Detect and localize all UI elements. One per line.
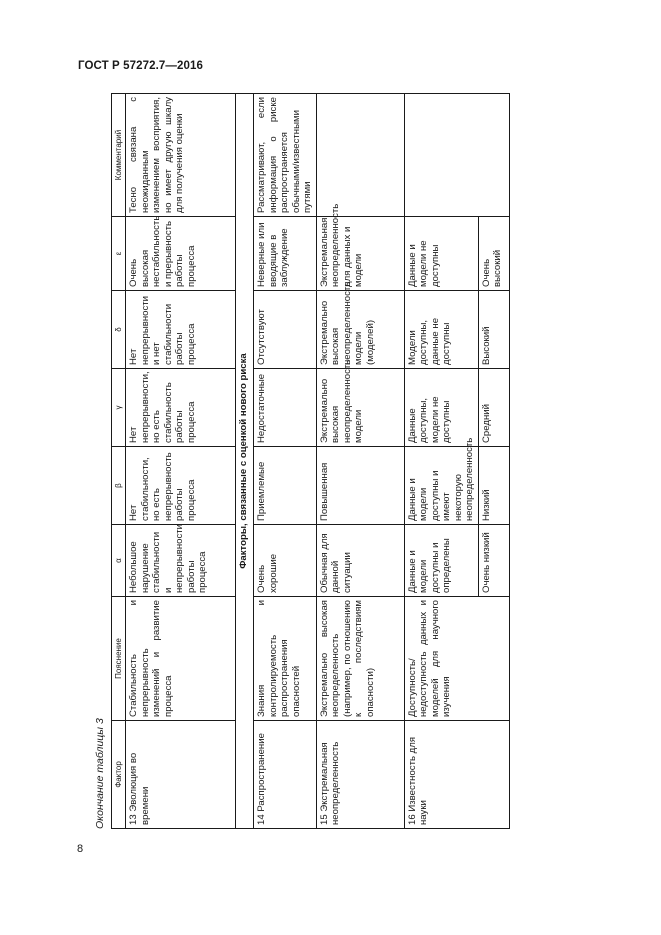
table-section-row [236, 94, 254, 829]
col-header-beta: β [112, 447, 126, 525]
col-header-explanation: Пояснение [112, 597, 126, 721]
cell-beta: Приемлемые [254, 447, 317, 525]
cell-delta: Отсутствуют [254, 291, 317, 369]
cell-alpha: Очень хорошие [254, 525, 317, 597]
cell-gamma: Нет непрерывности, но есть стабильность работы процесса [126, 369, 236, 447]
rotated-landscape-page [90, 94, 503, 829]
cell-level-delta: Высокий [478, 291, 509, 369]
col-header-epsilon: ε [112, 217, 126, 291]
table-row [126, 94, 236, 829]
cell-factor: 16 Известность для науки [404, 721, 509, 829]
rotated-table-area [90, 94, 503, 829]
col-header-factor: Фактор [112, 721, 126, 829]
cell-beta: Нет стабильности, но есть непрерывность работы процесса [126, 447, 236, 525]
col-header-gamma: γ [112, 369, 126, 447]
cell-beta: Данные и модели доступны и имеют некоторую неопределенность [404, 447, 478, 525]
cell-alpha: Данные и модели доступны и определены [404, 525, 478, 597]
cell-gamma: Данные доступны, модели не доступны [404, 369, 478, 447]
cell-gamma: Экстремально высокая неопределенность модели [316, 369, 404, 447]
col-header-comment: Комментарий [112, 94, 126, 217]
cell-explanation: Экстремально высокая неопределенность (например, по отношению к последствиям опасности) [316, 597, 404, 721]
cell-factor: 14 Распространение [254, 721, 317, 829]
cell-gamma: Недостаточные [254, 369, 317, 447]
cell-explanation: Доступность/недоступность данных и моделей для научного изучения [404, 597, 509, 721]
page-number: 8 [77, 843, 84, 855]
table-row [316, 94, 404, 829]
cell-delta: Экстремально высокая неопределенность модели (моделей) [316, 291, 404, 369]
cell-factor: 15 Экстремальная неопределенность [316, 721, 404, 829]
cell-comment [316, 94, 404, 217]
section-title: Факторы, связанные с оценкой нового риска [236, 94, 254, 829]
cell-epsilon: Данные и модели не доступны [404, 217, 478, 291]
col-header-delta: δ [112, 291, 126, 369]
cell-level-beta: Низкий [478, 447, 509, 525]
cell-explanation: Стабильность и непрерывность изменений и развитие процесса [126, 597, 236, 721]
cell-comment [404, 94, 509, 217]
cell-delta: Модели доступны, данные не доступны [404, 291, 478, 369]
cell-alpha: Обычная для данной ситуации [316, 525, 404, 597]
cell-epsilon: Неверные или вводящие в заблуждение [254, 217, 317, 291]
risk-factors-table [111, 93, 510, 829]
cell-comment: Тесно связана с неожиданным изменением восприятия, но имеет другую шкалу для получения оценки [126, 94, 236, 217]
cell-level-alpha: Очень низкий [478, 525, 509, 597]
cell-explanation: Знания и контролируемость распространения опасностей [254, 597, 317, 721]
table-row [404, 94, 478, 829]
cell-beta: Повышенная [316, 447, 404, 525]
cell-epsilon: Экстремальная неопределенность для данных и модели [316, 217, 404, 291]
cell-alpha: Небольшое нарушение стабильности и непрерывности работы процесса [126, 525, 236, 597]
cell-level-gamma: Средний [478, 369, 509, 447]
table-caption: Окончание таблицы 3 [94, 718, 106, 829]
cell-factor: 13 Эволюция во времени [126, 721, 236, 829]
document-header: ГОСТ Р 57272.7—2016 [78, 60, 203, 72]
col-header-alpha: α [112, 525, 126, 597]
table-row [254, 94, 317, 829]
cell-delta: Нет непрерывности и нет стабильности работы процесса [126, 291, 236, 369]
cell-level-epsilon: Очень высокий [478, 217, 509, 291]
cell-comment: Рассматривают, если информация о риске распространяется обычными/известными путями [254, 94, 317, 217]
cell-epsilon: Очень высокая нестабильность и прерывность работы процесса [126, 217, 236, 291]
table-header-row [112, 94, 126, 829]
